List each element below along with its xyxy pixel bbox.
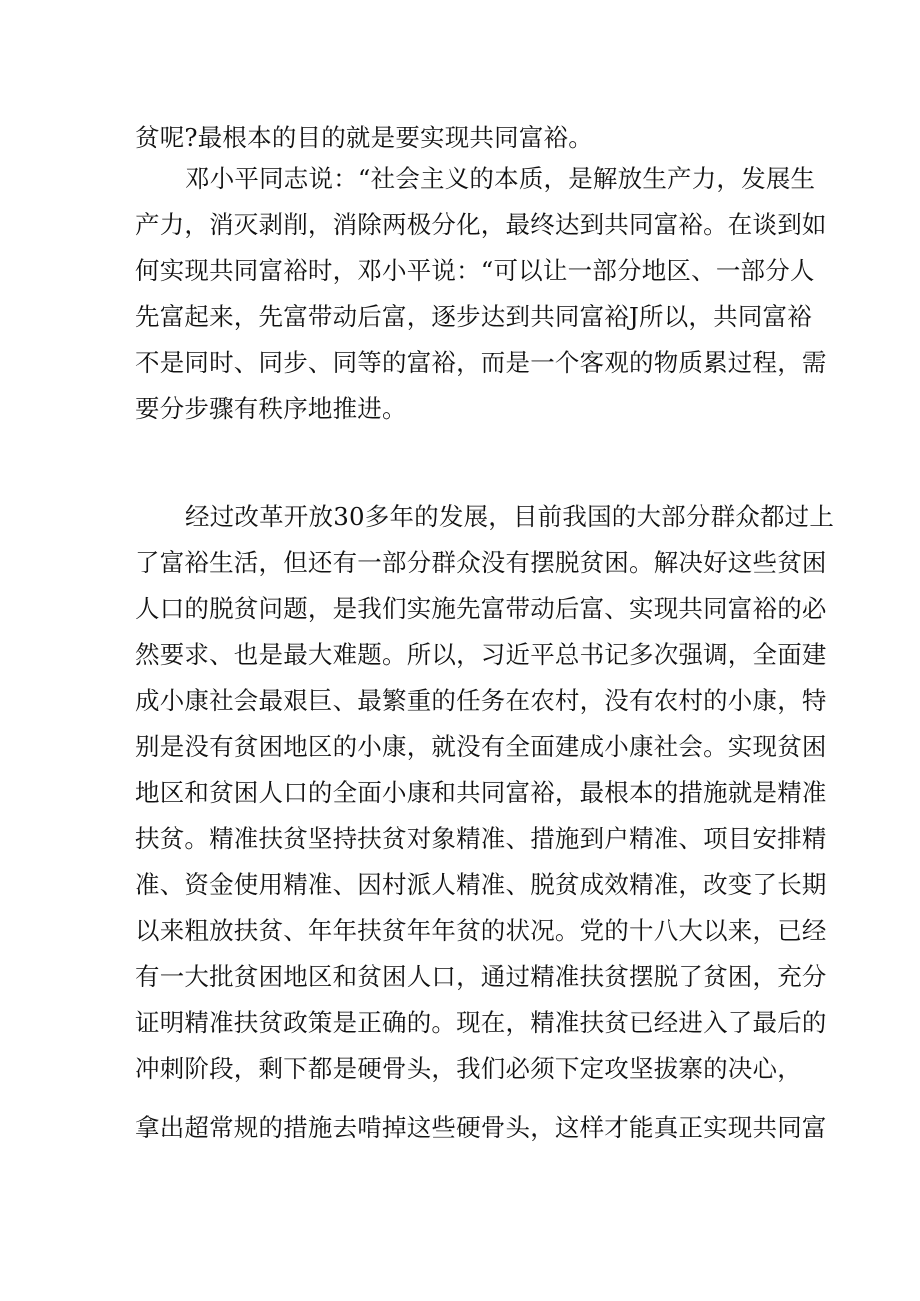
paragraph-2 xyxy=(135,156,827,432)
text-line: 邓小平同志说：“社会主义的本质，是解放生产力，发展生 xyxy=(185,164,816,193)
paragraph-4 xyxy=(135,1105,827,1151)
paragraph-1 xyxy=(135,115,790,161)
text-line: 扶贫。精准扶贫坚持扶贫对象精准、措施到户精准、项目安排精 xyxy=(135,824,827,853)
text-line: 产力，消灭剥削，消除两极分化，最终达到共同富裕。在谈到如 xyxy=(135,210,827,239)
text-line: 有一大批贫困地区和贫困人口，通过精准扶贫摆脱了贫困，充分 xyxy=(135,962,827,991)
text-line: 别是没有贫困地区的小康，就没有全面建成小康社会。实现贫困 xyxy=(135,732,827,761)
text-line: 准、资金使用精准、因村派人精准、脱贫成效精准，改变了长期 xyxy=(135,870,827,899)
text-line: 了富裕生活，但还有一部分群众没有摆脱贫困。解决好这些贫困 xyxy=(135,548,827,577)
paragraph-3 xyxy=(135,494,835,1092)
text-line: 证明精准扶贫政策是正确的。现在，精准扶贫已经进入了最后的 xyxy=(135,1008,827,1037)
text-line: 地区和贫困人口的全面小康和共同富裕，最根本的措施就是精准 xyxy=(135,778,827,807)
text-line: 不是同时、同步、同等的富裕，而是一个客观的物质累过程，需 xyxy=(135,348,827,377)
text-line: 要分步骤有秩序地推进。 xyxy=(135,394,407,423)
text-line: 何实现共同富裕时，邓小平说：“可以让一部分地区、一部分人 xyxy=(135,256,815,285)
text-line: 贫呢?最根本的目的就是要实现共同富裕。 xyxy=(135,123,593,152)
text-line: 拿出超常规的措施去啃掉这些硬骨头，这样才能真正实现共同富 xyxy=(135,1113,827,1142)
text-line: 冲刺阶段，剩下都是硬骨头，我们必须下定攻坚拔寨的决心， xyxy=(135,1054,802,1083)
text-line: 人口的脱贫问题，是我们实施先富带动后富、实现共同富裕的必 xyxy=(135,594,827,623)
text-line: 然要求、也是最大难题。所以，习近平总书记多次强调，全面建 xyxy=(135,640,827,669)
text-line: 经过改革开放30多年的发展，目前我国的大部分群众都过上 xyxy=(185,502,835,531)
text-line: 成小康社会最艰巨、最繁重的任务在农村，没有农村的小康，特 xyxy=(135,686,827,715)
text-line: 以来粗放扶贫、年年扶贫年年贫的状况。党的十八大以来，已经 xyxy=(135,916,827,945)
text-line: 先富起来，先富带动后富，逐步达到共同富裕J所以，共同富裕 xyxy=(135,302,812,331)
